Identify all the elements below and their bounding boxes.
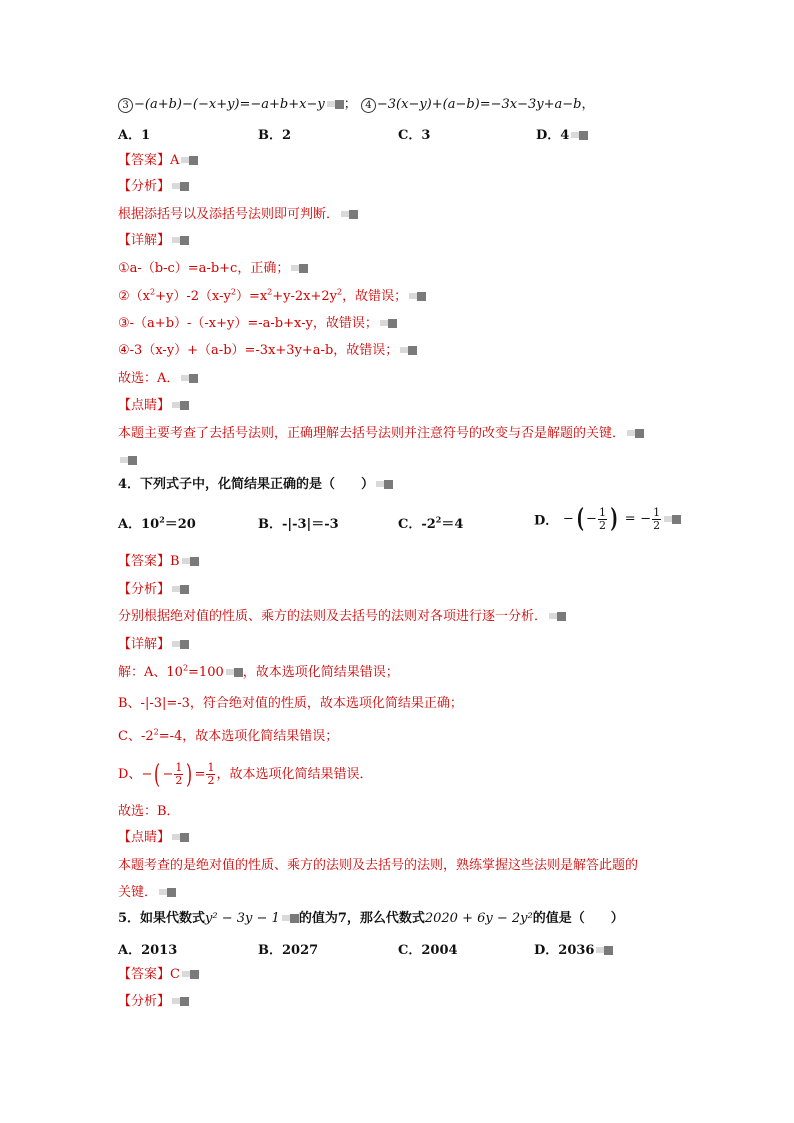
q3-detail-label: 【详解】 xyxy=(118,232,189,250)
watermark-icon xyxy=(409,291,426,302)
watermark-icon xyxy=(291,263,308,274)
q4-analysis-label: 【分析】 xyxy=(118,581,189,599)
answer-label: 【答案】 xyxy=(118,153,171,168)
watermark-icon xyxy=(596,945,613,956)
q4-comment-label: 【点睛】 xyxy=(118,829,189,847)
q3-option-d: D．4 xyxy=(536,124,588,143)
q4-comment-1: 本题考查的是绝对值的性质、乘方的法则及去括号的法则，熟练掌握这些法则是解答此题的 xyxy=(118,858,639,873)
q3-option-c: C．3 xyxy=(398,128,431,143)
q4-title: 4．下列式子中，化简结果正确的是（ ） xyxy=(118,476,393,494)
watermark-icon xyxy=(181,155,198,166)
watermark-icon xyxy=(172,639,189,650)
q4-option-a: A．$10^2=20$ xyxy=(118,514,196,532)
q4-comment-2: 关键． xyxy=(118,884,176,902)
q5-options xyxy=(118,939,678,961)
answer-value: A xyxy=(170,153,180,168)
watermark-icon xyxy=(226,667,243,678)
watermark-icon xyxy=(172,584,189,595)
statement-4: −3(x−y)+(a−b)=−3x−3y+a−b xyxy=(376,97,582,112)
watermark-icon xyxy=(282,913,299,924)
watermark-icon xyxy=(376,479,393,490)
watermark-icon xyxy=(549,611,566,622)
q3-option-b: B．2 xyxy=(258,128,292,143)
watermark-icon xyxy=(571,130,588,141)
circled-number-4: 4 xyxy=(361,98,376,113)
watermark-icon xyxy=(172,996,189,1007)
q5-option-b: B．2027 xyxy=(258,943,319,958)
q5-analysis-label: 【分析】 xyxy=(118,993,189,1011)
q4-analysis: 分别根据绝对值的性质、乘方的法则及去括号的法则对各项进行逐一分析． xyxy=(118,608,566,626)
q5-answer: 【答案】C xyxy=(118,966,199,984)
q3-option-a: A．1 xyxy=(118,128,151,143)
watermark-icon xyxy=(327,99,344,110)
q3-detail-1: ①a-（b-c）=a-b+c，正确； xyxy=(118,260,308,278)
q4-detail-d: D、−( − $\frac{1}{2}$ ) = $\frac{1}{2}$ ，故本选项化简结果错误． xyxy=(118,759,373,790)
watermark-icon xyxy=(664,514,681,525)
q3-analysis-label: 【分析】 xyxy=(118,178,189,196)
watermark-icon xyxy=(181,373,198,384)
watermark-icon xyxy=(120,455,137,466)
q4-detail-c: C、$-2^2=-4$，故本选项化简结果错误； xyxy=(118,727,339,744)
watermark-icon xyxy=(172,832,189,843)
watermark-icon xyxy=(159,887,176,898)
statement-3: −(a+b)−(−x+y)=−a+b+x−y xyxy=(134,97,325,112)
q5-title: 5．如果代数式y² − 3y − 1 的值为7，那么代数式2020 + 6y − 2y²的值是（ ） xyxy=(118,911,624,926)
q4-choose: 故选：B． xyxy=(118,804,180,819)
q3-options xyxy=(118,124,678,146)
q3-detail-3: ③-（a+b）-（-x+y）=-a-b+x-y，故错误； xyxy=(118,315,397,333)
q5-option-d: D．2036 xyxy=(534,939,613,958)
circled-2: ② xyxy=(118,289,130,304)
watermark-icon xyxy=(627,428,644,439)
q5-expression-2: 2020 + 6y − 2y² xyxy=(424,911,533,926)
watermark-icon xyxy=(172,235,189,246)
watermark-icon xyxy=(172,181,189,192)
q4-options xyxy=(118,506,678,540)
q3-statements xyxy=(118,96,595,114)
watermark-icon xyxy=(341,209,358,220)
q3-comment-watermark xyxy=(118,452,137,470)
q4-option-d: D． −( − $\frac{1}{2}$ ) = − $\frac{1}{2}$ xyxy=(534,506,681,532)
q4-detail-label: 【详解】 xyxy=(118,636,189,654)
q3-comment: 本题主要考查了去括号法则，正确理解去括号法则并注意符号的改变与否是解题的关键． xyxy=(118,425,644,443)
q3-analysis: 根据添括号以及添括号法则即可判断． xyxy=(118,206,358,224)
watermark-icon xyxy=(182,969,199,980)
q4-detail-b: B、-|-3|=-3，符合绝对值的性质，故本选项化简结果正确； xyxy=(118,696,463,711)
q4-option-b: B．-|-3|＝-3 xyxy=(258,517,339,532)
q3-choose: 故选：A． xyxy=(118,370,198,388)
q3-answer xyxy=(118,152,198,170)
q4-answer: 【答案】B xyxy=(118,553,199,571)
watermark-icon xyxy=(182,556,199,567)
circled-4: ④ xyxy=(118,343,130,358)
q3-comment-label: 【点睛】 xyxy=(118,397,189,415)
q5-expression-1: y² − 3y − 1 xyxy=(205,911,280,926)
watermark-icon xyxy=(380,318,397,329)
separator: ； xyxy=(343,97,357,112)
q3-detail-4: ④-3（x-y）+（a-b）=-3x+3y+a-b，故错误； xyxy=(118,342,417,360)
q5-option-a: A．2013 xyxy=(118,943,178,958)
circled-1: ① xyxy=(118,261,130,276)
q3-detail-2: $②(x^2+y)-2(x-y^2)=x^2+y-2x+2y^2$，故错误； xyxy=(118,288,426,306)
watermark-icon xyxy=(172,400,189,411)
circled-number-3: 3 xyxy=(118,98,133,113)
q4-option-c: C．$-2^2=4$ xyxy=(398,514,464,532)
statement-end: ， xyxy=(581,97,595,112)
q5-option-c: C．2004 xyxy=(398,943,458,958)
q4-detail-a: 解：A、$10^2=100$ ，故本选项化简结果错误； xyxy=(118,663,399,680)
watermark-icon xyxy=(400,345,417,356)
circled-3: ③ xyxy=(118,316,130,331)
